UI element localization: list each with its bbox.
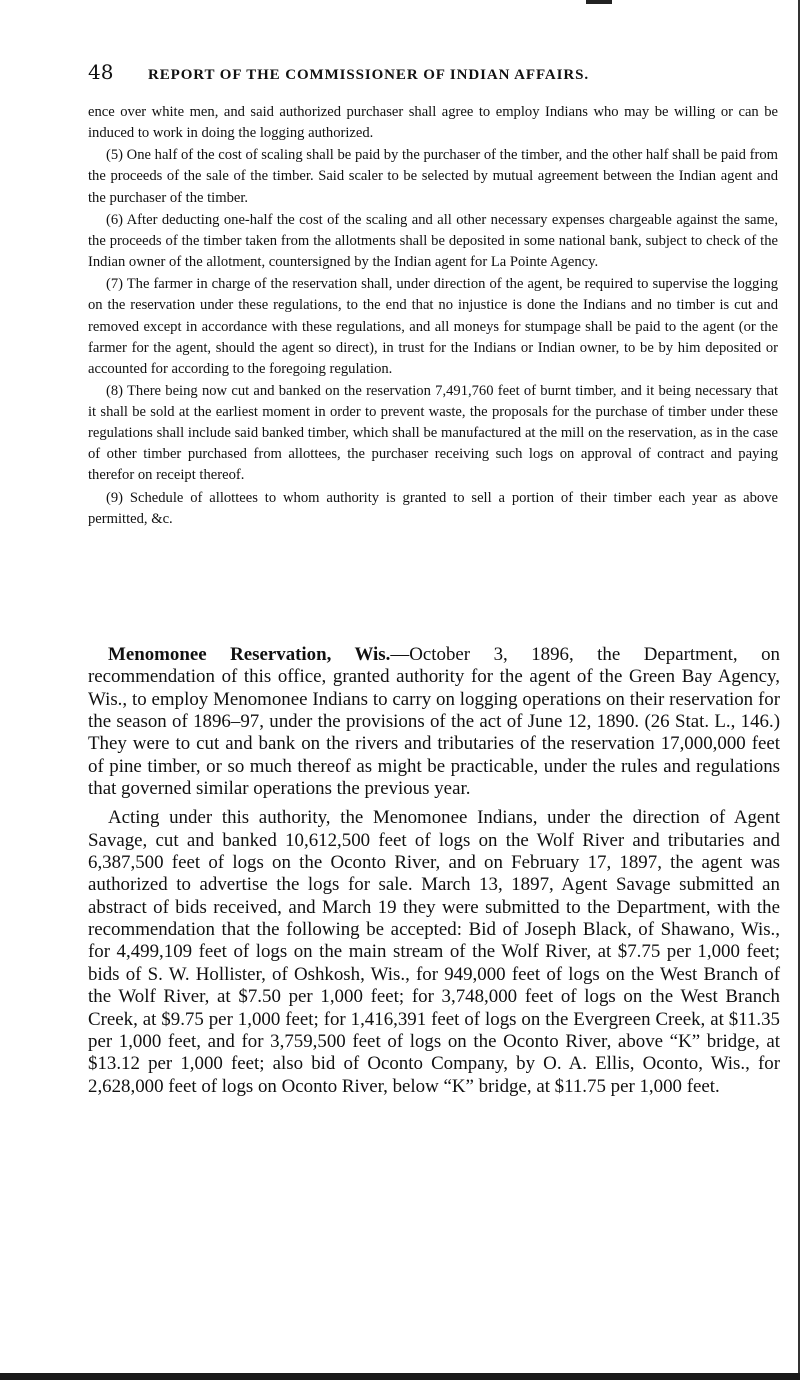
menomonee-body: —October 3, 1896, the Department, on recommendation of this office, granted authority for the agent of the Green Bay Agency, Wis., to employ Menomonee Indians to carry on logging operations on their reservation for the season of 1896–97, under the provisions of the act of June 12, 1890. (26 Stat. L., 146.) They were to cut and bank on the rivers and tributaries of the reservation 17,000,000 feet of pine timber, or so much thereof as might be practicable, under the rules and regulations that governed similar operations the previous year.	[88, 644, 780, 800]
paragraph-regulation-5: (5) One half of the cost of scaling shall be paid by the purchaser of the timber, and the other half shall be paid from the proceeds of the sale of the timber. Said scaler to be selected by mutual agreement between the Indian agent and the purchaser of the timber.	[88, 147, 778, 206]
paragraph-regulation-7: (7) The farmer in charge of the reservation shall, under direction of the agent, be required to supervise the logging on the reservation under these regulations, to the end that no injustice is done the Indians and no timber is cut and removed except in accordance with these regulations, and all moneys for stumpage shall be paid to the agent (or the farmer for the agent, should the agent so direct), in trust for the Indians or Indian owner, to be by him deposited or accounted for according to the foregoing regulation.	[88, 276, 778, 377]
page-header	[88, 60, 788, 86]
running-title: REPORT OF THE COMMISSIONER OF INDIAN AFFAIRS.	[148, 67, 589, 83]
paragraph-regulation-8: (8) There being now cut and banked on the reservation 7,491,760 feet of burnt timber, and it being necessary that it shall be sold at the earliest moment in order to prevent waste, the proposals for the purchase of timber under these regulations shall include said banked timber, which shall be manufactured at the mill on the reservation, as in the case of other timber purchased from allottees, the purchaser receiving such logs on approval of contract and paying therefor on receipt thereof.	[88, 382, 778, 484]
paragraph-menomonee	[88, 644, 780, 800]
paragraph-acting: Acting under this authority, the Menomonee Indians, under the direction of Agent Savage, cut and banked 10,612,500 feet of logs on the Wolf River and tributaries and 6,387,500 feet of logs on the Oconto River, and on February 17, 1897, the agent was authorized to advertise the logs for sale. March 13, 1897, Agent Savage submitted an abstract of bids received, and March 19 they were submitted to the Department, with the recommendation that the following be accepted: Bid of Joseph Black, of Shawano, Wis., for 4,499,109 feet of logs on the main stream of the Wolf River, at $7.75 per 1,000 feet; bids of S. W. Hollister, of Oshkosh, Wis., for 949,000 feet of logs on the West Branch of the Wolf River, at $7.50 per 1,000 feet; for 3,748,000 feet of logs on the West Branch Creek, at $9.75 per 1,000 feet; for 1,416,391 feet of logs on the Evergreen Creek, at $11.35 per 1,000 feet, and for 3,759,500 feet of logs on the Oconto River, above “K” bridge, at $13.12 per 1,000 feet; also bid of Oconto Company, by O. A. Ellis, Oconto, Wis., for 2,628,000 feet of logs on Oconto River, below “K” bridge, at $11.75 per 1,000 feet.	[88, 807, 780, 1097]
menomonee-heading: Menomonee Reservation, Wis.	[108, 644, 391, 665]
paragraph-continuation: ence over white men, and said authorized purchaser shall agree to employ Indians who may be willing or can be induced to work in doing the logging authorized.	[88, 104, 778, 142]
regulations-section	[88, 102, 778, 531]
bottom-scan-edge	[0, 1373, 800, 1380]
paragraph-regulation-6: (6) After deducting one-half the cost of the scaling and all other necessary expenses chargeable against the same, the proceeds of the timber taken from the allotments shall be deposited in some national bank, subject to check of the Indian owner of the allotment, countersigned by the Indian agent for La Pointe Agency.	[88, 211, 778, 271]
paragraph-regulation-9: (9) Schedule of allottees to whom authority is granted to sell a portion of their timber each year as above permitted, &c.	[88, 489, 778, 527]
menomonee-section	[88, 644, 780, 1105]
page-number: 48	[88, 60, 114, 84]
top-scan-mark	[586, 0, 612, 4]
